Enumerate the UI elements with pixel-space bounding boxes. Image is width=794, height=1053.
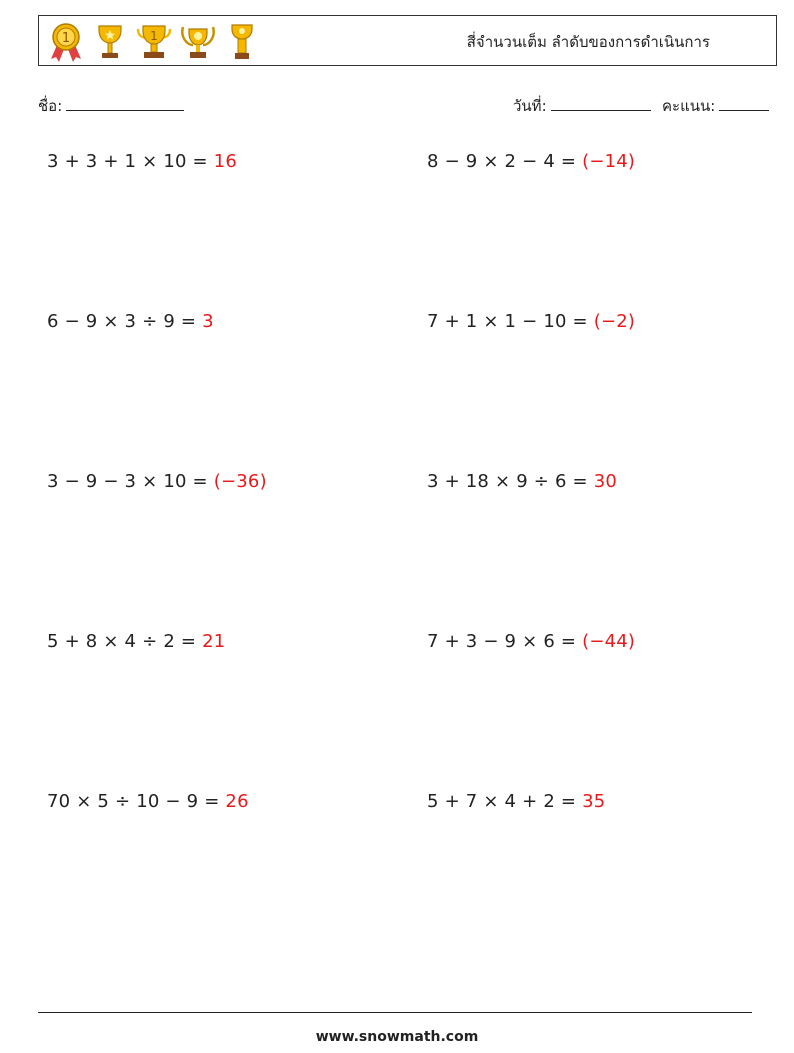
trophy-icons: [47, 21, 261, 63]
problem-answer: 16: [213, 151, 238, 172]
problem-5: [47, 471, 267, 492]
problem-1: [47, 151, 237, 172]
problem-expression: 6 − 9 × 3 ÷ 9 =: [47, 311, 203, 332]
problem-answer: (−36): [213, 471, 267, 492]
footer-url[interactable]: www.snowmath.com: [315, 1029, 479, 1045]
problem-expression: 3 + 18 × 9 ÷ 6 =: [427, 471, 594, 492]
problem-expression: 5 + 8 × 4 ÷ 2 =: [47, 631, 203, 652]
date-label: วันที่:: [513, 97, 547, 115]
problem-answer: (−14): [582, 151, 636, 172]
problem-expression: 70 × 5 ÷ 10 − 9 =: [47, 791, 226, 812]
score-field: [662, 94, 769, 118]
problem-7: [47, 631, 225, 652]
cup-trophy-icon: [223, 21, 261, 63]
problem-answer: 35: [582, 791, 606, 812]
worksheet-title: สี่จำนวนเต็ม ลำดับของการดำเนินการ: [466, 33, 710, 51]
problem-expression: 7 + 1 × 1 − 10 =: [427, 311, 594, 332]
name-field: [38, 94, 184, 118]
problem-answer: (−2): [593, 311, 636, 332]
svg-text:1: 1: [61, 31, 71, 46]
problem-answer: 26: [225, 791, 249, 812]
worksheet-header: [38, 15, 777, 66]
problem-6: [427, 471, 617, 492]
problem-4: [427, 311, 635, 332]
score-blank: [719, 98, 769, 111]
problem-10: [427, 791, 605, 812]
problem-8: [427, 631, 635, 652]
date-field: [513, 94, 651, 118]
laurel-trophy-icon: [179, 21, 217, 63]
medal-icon: [47, 21, 85, 63]
problem-9: [47, 791, 249, 812]
problem-expression: 3 − 9 − 3 × 10 =: [47, 471, 214, 492]
problem-answer: 3: [202, 311, 214, 332]
score-label: คะแนน:: [662, 97, 716, 115]
problem-expression: 8 − 9 × 2 − 4 =: [427, 151, 583, 172]
number-one-trophy-icon: [135, 21, 173, 63]
problem-expression: 3 + 3 + 1 × 10 =: [47, 151, 214, 172]
problem-3: [47, 311, 214, 332]
footer-divider: [38, 1012, 752, 1013]
problem-answer: 30: [593, 471, 618, 492]
problem-2: [427, 151, 635, 172]
svg-text:1: 1: [150, 29, 158, 43]
problem-answer: 21: [202, 631, 226, 652]
date-blank: [551, 98, 651, 111]
name-blank: [66, 98, 184, 111]
problem-expression: 5 + 7 × 4 + 2 =: [427, 791, 583, 812]
name-label: ชื่อ:: [38, 97, 63, 115]
star-trophy-icon: [91, 21, 129, 63]
problem-answer: (−44): [582, 631, 636, 652]
problem-expression: 7 + 3 − 9 × 6 =: [427, 631, 583, 652]
